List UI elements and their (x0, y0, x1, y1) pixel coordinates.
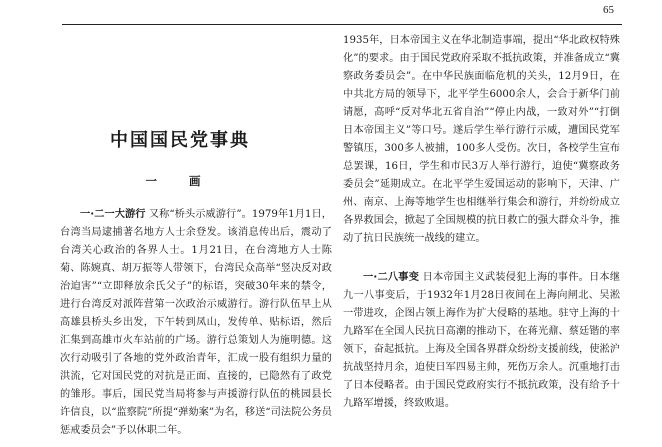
entry-text: 又称“桥头示威游行”。1979年1月1日，台湾当局逮捕著名地方人士余登发。该消息传出后，震动了台湾关心政治的各界人士。1月21日，在台湾地方人士陈菊、陈婉真、胡万振等人带领下，台湾民众高举“竖决反对政治迫害”“立即释放余氏父子”的标语，突破30年来的禁令，进行台湾反对派阵营第一次政治示威游行。游行队伍早上从高雄县桥头乡出发，下午转到凤山，发传单、贴标语，然后汇集到高雄市火车站前的广场。游行总策划人为施明德。这次行动吸引了各地的党外政治青年，汇成一股有组织力量的洪流，它对国民党的对抗是正面、直接的，已隐然有了政党的雏形。事后，国民党当局将参与声援游行队伍的桃园县长许信良，以“监察院”所提“弹劾案”为名，移送“司法院公务员惩戒委员会”予以休职二年。 (60, 209, 332, 436)
entry-title: 一·二一大游行 (80, 209, 146, 220)
entry-text: 日本帝国主义武装侵犯上海的事件。日本继九一八事变后，于1932年1月28日夜间在上海向闸北、吴淞一带进攻，企图占领上海作为扩大侵略的基地。驻守上海的十九路军在全国人民抗日高潮的推动下，在蒋光鼐、蔡廷锴的率领下，奋起抵抗。上海及全国各界群众纷纷支援前线，使淞沪抗战坚持月余，迫使日军四易主帅，死伤万余人。沉重地打击了日本侵略者。由于国民党政府实行不抵抗政策，没有给予十九路军增援，终致败退。 (343, 272, 620, 409)
dictionary-entry (343, 269, 620, 413)
entry-title: 一·二八事变 (363, 272, 420, 283)
header-rule (62, 24, 622, 25)
entry-text: 1935年，日本帝国主义在华北制造事端，提出“华北政权特殊化”的要求。由于国民党政府采取不抵抗政策，并准备成立“冀察政务委员会”。在中华民族面临危机的关头，12月9日，在中共北方局的领导下，北平学生6000余人，会合于新华门前请愿，高呼“反对华北五省自治”“停止内战，一致对外”“打倒日本帝国主义”等口号。遂后学生举行游行示威，遭国民党军警镇压，300多人被捕，100多人受伤。次日，各校学生宣布总罢课，16日，学生和市民3万人举行游行，迫使“冀察政务委员会”延期成立。在北平学生爱国运动的影响下，天津、广州、南京、上海等地学生也相继举行集会和游行，并纷纷成立各界救国会，掀起了全国规模的抗日救亡的强大群众斗争，推动了抗日民族统一战线的建立。 (343, 35, 620, 244)
page-number: 65 (603, 4, 614, 16)
section-heading: 一 画 (145, 174, 215, 188)
dictionary-entry-continuation (343, 32, 620, 248)
right-column (343, 32, 620, 447)
dictionary-entry (60, 206, 332, 440)
book-title: 中国国民党事典 (110, 130, 250, 151)
left-column (60, 206, 332, 447)
